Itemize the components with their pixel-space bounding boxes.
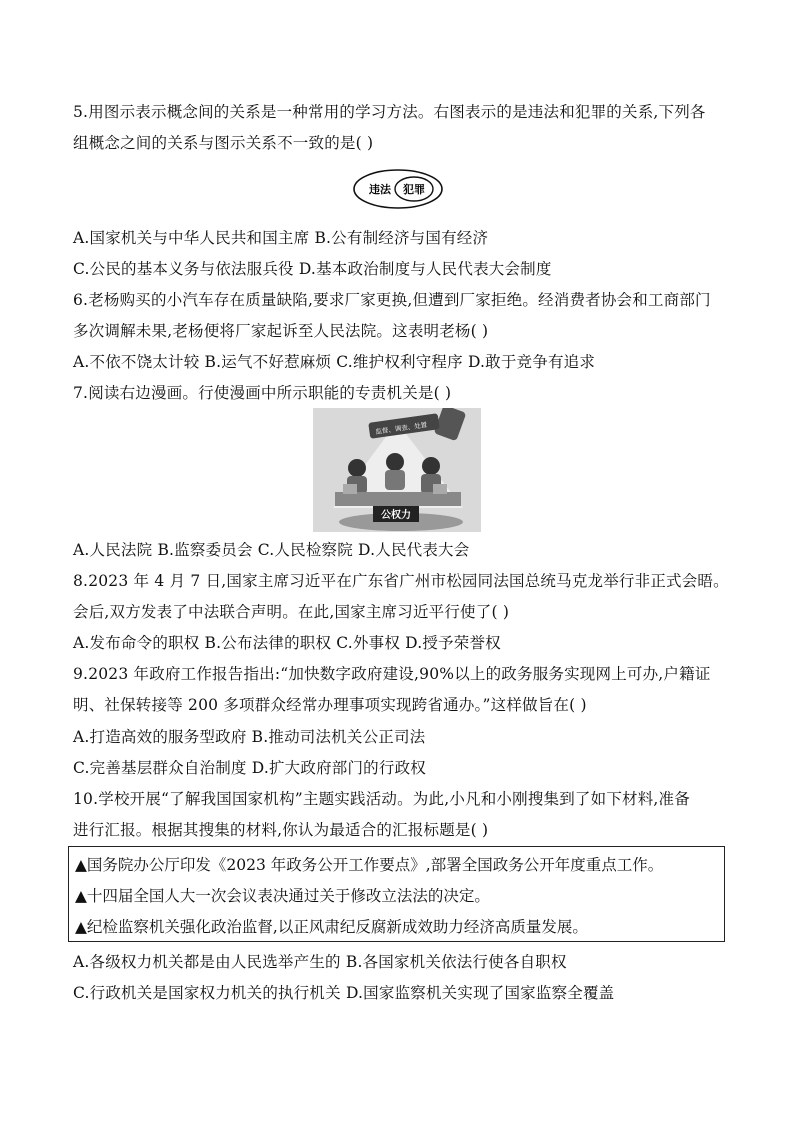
q8-stem-line-2: 会后,双方发表了中法联合声明。在此,国家主席习近平行使了( ) bbox=[73, 603, 510, 621]
q10-stem-line-2: 进行汇报。根据其搜集的材料,你认为最适合的汇报标题是( ) bbox=[73, 821, 489, 839]
q5-stem-line-1: 5.用图示表示概念间的关系是一种常用的学习方法。右图表示的是违法和犯罪的关系,下列各 bbox=[73, 103, 706, 121]
material-item: ▲纪检监察机关强化政治监督,以正风肃纪反腐新成效助力经济高质量发展。 bbox=[75, 918, 588, 936]
q9-options-line-1: A.打造高效的服务型政府 B.推动司法机关公正司法 bbox=[73, 728, 426, 746]
q9-stem-line-1: 9.2023 年政府工作报告指出:“加快数字政府建设,90%以上的政务服务实现网上可办,户籍证 bbox=[73, 665, 711, 683]
q6-options-line-1: A.不依不饶太计较 B.运气不好惹麻烦 C.维护权利守程序 D.敢于竞争有追求 bbox=[73, 353, 596, 371]
q5-options-line-2: C.公民的基本义务与依法服兵役 D.基本政治制度与人民代表大会制度 bbox=[73, 260, 552, 278]
venn-outer-label: 违法 bbox=[369, 183, 391, 196]
cartoon-image bbox=[313, 408, 481, 532]
person-right-head bbox=[422, 457, 440, 475]
q10-stem-line-1: 10.学校开展“了解我国国家机构”主题实践活动。为此,小凡和小刚搜集到了如下材料,准备 bbox=[73, 790, 690, 808]
q6-stem-line-1: 6.老杨购买的小汽车存在质量缺陷,要求厂家更换,但遭到厂家拒绝。经消费者协会和工商部门 bbox=[73, 291, 711, 309]
venn-diagram bbox=[352, 168, 444, 210]
person-left-head bbox=[348, 459, 366, 477]
materials-box bbox=[68, 846, 725, 942]
person-middle-head bbox=[386, 453, 404, 471]
material-item: ▲十四届全国人大一次会议表决通过关于修改立法法的决定。 bbox=[75, 887, 490, 905]
desk bbox=[335, 492, 461, 506]
q9-stem-line-2: 明、社保转接等 200 多项群众经常办理事项实现跨省通办。”这样做旨在( ) bbox=[73, 696, 587, 714]
stamp-text: 监督、调查、处置 bbox=[375, 420, 428, 436]
q7-stem-line-1: 7.阅读右边漫画。行使漫画中所示职能的专责机关是( ) bbox=[73, 384, 452, 402]
q8-stem-line-1: 8.2023 年 4 月 7 日,国家主席习近平在广东省广州市松园同法国总统马克龙举行非正式会晤。 bbox=[73, 572, 729, 590]
q10-options-line-2: C.行政机关是国家权力机关的执行机关 D.国家监察机关实现了国家监察全覆盖 bbox=[73, 984, 615, 1002]
q5-options-line-1: A.国家机关与中华人民共和国主席 B.公有制经济与国有经济 bbox=[73, 229, 489, 247]
sign-text: 公权力 bbox=[381, 510, 411, 521]
venn-outer-ellipse bbox=[354, 170, 442, 208]
material-item: ▲国务院办公厅印发《2023 年政务公开工作要点》,部署全国政务公开年度重点工作。 bbox=[75, 856, 664, 874]
venn-inner-label: 犯罪 bbox=[403, 183, 425, 196]
q8-options-line-1: A.发布命令的职权 B.公布法律的职权 C.外事权 D.授予荣誉权 bbox=[73, 634, 501, 652]
q7-options-line-1: A.人民法院 B.监察委员会 C.人民检察院 D.人民代表大会 bbox=[73, 541, 470, 559]
q6-stem-line-2: 多次调解未果,老杨便将厂家起诉至人民法院。这表明老杨( ) bbox=[73, 322, 489, 340]
q5-stem-line-2: 组概念之间的关系与图示关系不一致的是( ) bbox=[73, 134, 374, 152]
q10-options-line-1: A.各级权力机关都是由人民选举产生的 B.各国家机关依法行使各自职权 bbox=[73, 953, 567, 971]
q9-options-line-2: C.完善基层群众自治制度 D.扩大政府部门的行政权 bbox=[73, 759, 426, 777]
